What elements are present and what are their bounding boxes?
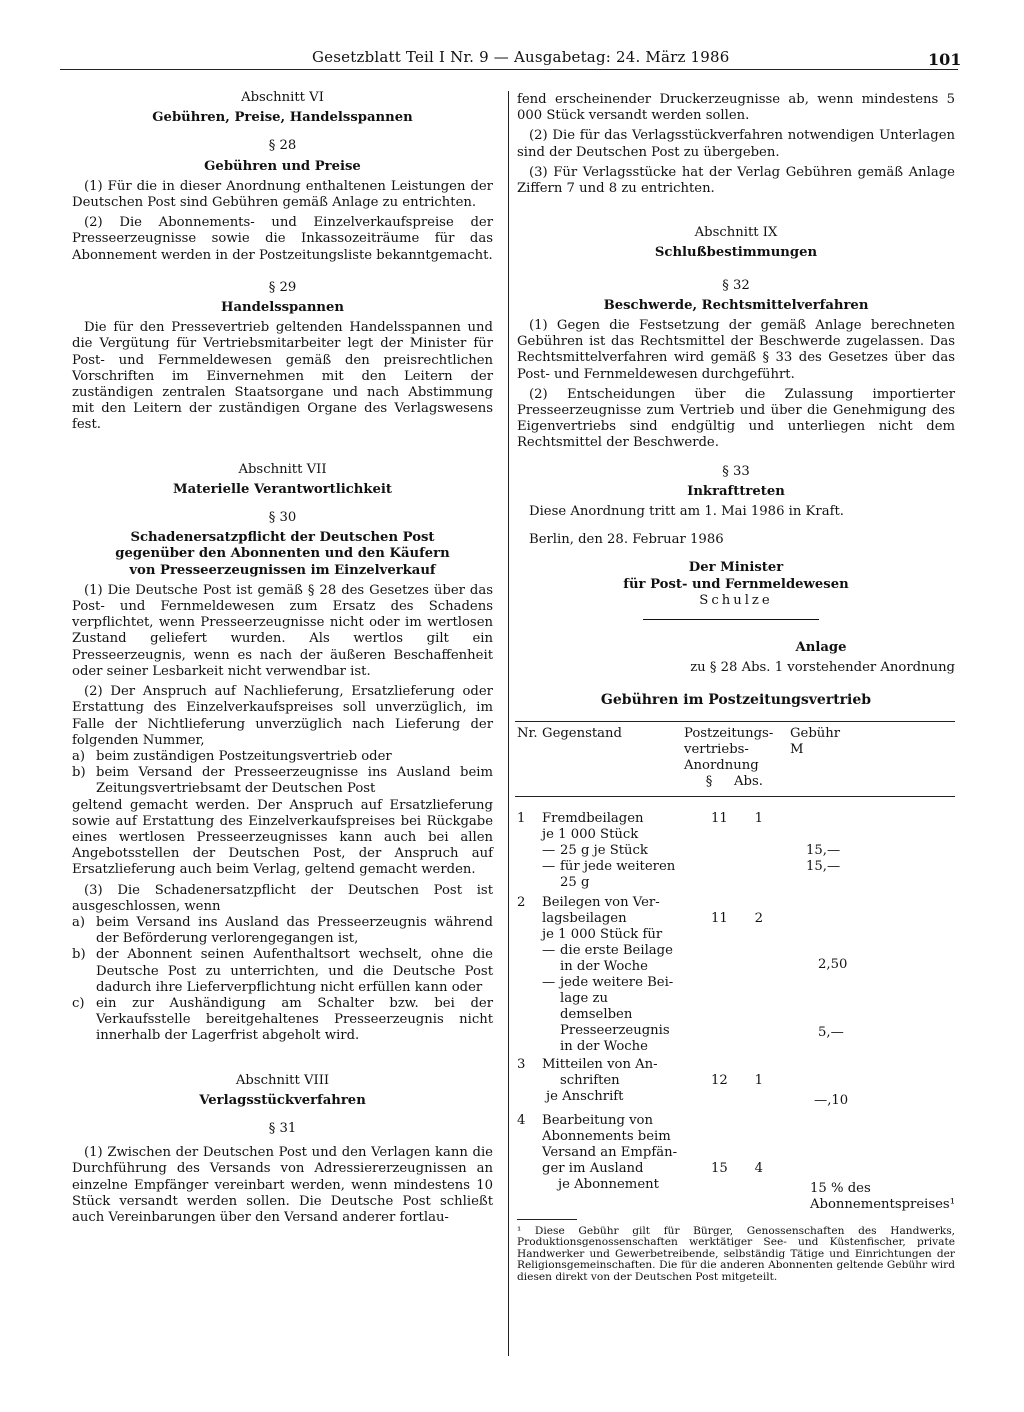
sub-label-line: die erste Beilage bbox=[560, 942, 673, 958]
row-abs: 1 bbox=[754, 1072, 764, 1088]
row-label-line: Abonnements beim bbox=[542, 1128, 671, 1144]
paragraph-30-number: § 30 bbox=[268, 510, 297, 526]
column-header-par: § bbox=[705, 773, 713, 789]
section-7-title: Materielle Verantwortlichkeit bbox=[172, 481, 392, 497]
row-nr: 4 bbox=[517, 1112, 526, 1128]
row-fee: 15,— bbox=[806, 858, 841, 874]
sub-dash: — bbox=[542, 942, 556, 958]
paragraph-29-number: § 29 bbox=[268, 279, 297, 295]
paragraph-30-2: (2) Der Anspruch auf Nachlieferung, Ersatzlieferung oder Erstattung des Einzelverkaufspreises soll unverzüglich, im Falle der Nichtlieferung unverzüglich nach Lieferung der folgenden Nummer, bbox=[72, 684, 493, 748]
section-8-label: Abschnitt VIII bbox=[235, 1072, 330, 1088]
paragraph-28-number: § 28 bbox=[268, 138, 297, 154]
column-header-anordnung bbox=[684, 721, 790, 796]
right-column bbox=[517, 92, 955, 1284]
paragraph-30-2-continued: geltend gemacht werden. Der Anspruch auf Ersatzlieferung sowie auf Erstattung des Einzelverkaufspreises bei Rückgabe eines wertlosen Presseerzeugnisses kann auch bei allen Angebotsstellen der Deutschen Post, der Anspruch auf Ersatzlieferung auch beim Verlag, geltend gemacht werden. bbox=[72, 797, 493, 878]
list-item-text: der Abonnent seinen Aufenthaltsort wechselt, ohne die Deutsche Post zu unterrichten, und die Deutsche Post dadurch ihre Lieferverpflichtung nicht erfüllen kann oder bbox=[96, 947, 493, 995]
list-item-text: beim Versand ins Ausland das Presseerzeugnis während der Beförderung verlorengegangen ist, bbox=[96, 914, 493, 947]
row-fee: 2,50 bbox=[818, 956, 848, 972]
column-divider bbox=[508, 91, 509, 1356]
section-7-label: Abschnitt VII bbox=[238, 461, 327, 477]
row-label-line: je Abonnement bbox=[558, 1176, 659, 1192]
row-label-line: je 1 000 Stück bbox=[542, 826, 639, 842]
column-header-anordnung-line-2: vertriebs- bbox=[684, 741, 749, 757]
column-header-gegenstand: Gegenstand bbox=[542, 725, 622, 741]
page-number: 101 bbox=[928, 50, 962, 69]
paragraph-31-1-continued: fend erscheinender Druckerzeugnisse ab, wenn mindestens 5 000 Stück versandt werden sollen. bbox=[517, 92, 955, 124]
paragraph-31-1: (1) Zwischen der Deutschen Post und den Verlagen kann die Durchführung des Versands von Adressiererzeugnissen an einzelne Empfänger vereinbart werden, wenn mindestens 10 Stück versandt werden sollen. Die Deutsche Post schließt auch Vereinbarungen über den Versand anderer fortlau- bbox=[72, 1145, 493, 1225]
column-header-anordnung-line-3: Anordnung bbox=[684, 757, 759, 773]
row-label-line: Versand an Empfän- bbox=[542, 1144, 678, 1160]
sub-label-line: Presseerzeugnis bbox=[560, 1022, 670, 1038]
table-subrow bbox=[515, 975, 955, 1055]
signature-title-line-1: Der Minister bbox=[688, 560, 784, 576]
list-item-text: ein zur Aushändigung am Schalter bzw. bei der Verkaufsstelle bereitgehaltenes Presseerzeugnis nicht innerhalb der Lagerfrist abgeholt wird. bbox=[96, 995, 493, 1044]
left-column bbox=[72, 90, 493, 1226]
list-item-mark: c) bbox=[72, 995, 85, 1011]
row-fee: 15 % des Abonnementspreises¹ bbox=[810, 1180, 955, 1212]
sub-label-line: lage zu demselben bbox=[560, 990, 633, 1022]
date-line: Berlin, den 28. Februar 1986 bbox=[529, 532, 724, 548]
sub-label-line: für jede weiteren bbox=[560, 858, 676, 874]
row-par: 11 bbox=[710, 910, 728, 926]
paragraph-30-title-line-2: gegenüber den Abonnenten und den Käufern bbox=[115, 546, 450, 562]
row-label-line: Beilegen von Ver- bbox=[542, 894, 660, 910]
signature-title-line-2: für Post- und Fernmeldewesen bbox=[623, 576, 849, 592]
list-item-mark: a) bbox=[72, 748, 86, 764]
paragraph-29-text: Die für den Pressevertrieb geltenden Handelsspannen und die Vergütung für Vertriebsmitarbeiter legt der Minister für Post- und Fernmeldewesen gemäß den preisrechtlichen Vorschriften im Einvernehmen mit den Leitern der zuständigen zentralen Staatsorgane und nach Abstimmung mit den Leitern der zuständigen Organe des Verlagswesens fest. bbox=[72, 320, 493, 433]
row-nr: 1 bbox=[517, 810, 526, 826]
list-item bbox=[72, 749, 493, 765]
row-fee: —,10 bbox=[814, 1092, 849, 1108]
paragraph-32-number: § 32 bbox=[722, 277, 750, 293]
row-label-line: je 1 000 Stück für bbox=[542, 926, 663, 942]
column-header-fee bbox=[790, 721, 955, 796]
sub-label-line: jede weitere Bei- bbox=[560, 974, 674, 990]
footnote-rule bbox=[517, 1219, 577, 1220]
paragraph-33-number: § 33 bbox=[722, 463, 750, 479]
column-header-fee-line-2: M bbox=[790, 741, 804, 757]
list-item-text: beim zuständigen Postzeitungsvertrieb oder bbox=[96, 748, 392, 764]
sub-dash: — bbox=[542, 842, 556, 858]
sub-label-line: in der Woche bbox=[560, 1038, 648, 1054]
table-row bbox=[515, 1055, 955, 1109]
list-item-mark: b) bbox=[72, 947, 86, 963]
paragraph-32-2: (2) Entscheidungen über die Zulassung importierter Presseerzeugnisse zum Vertrieb und über die Genehmigung des Eigenvertriebs sind endgültig und unterliegen nicht dem Rechtsmittel der Beschwerde. bbox=[517, 386, 955, 451]
row-par: 12 bbox=[710, 1072, 728, 1088]
signature-name: Schulze bbox=[699, 592, 773, 608]
column-header-anordnung-line-1: Postzeitungs- bbox=[684, 725, 774, 741]
paragraph-28-title: Gebühren und Preise bbox=[204, 158, 361, 174]
row-label-line: lagsbeilagen bbox=[542, 910, 627, 926]
paragraph-31-number: § 31 bbox=[268, 1120, 297, 1136]
table-row bbox=[515, 891, 955, 943]
table-header-row bbox=[515, 721, 955, 796]
paragraph-28-1: (1) Für die in dieser Anordnung enthaltenen Leistungen der Deutschen Post sind Gebühren gemäß Anlage zu entrichten. bbox=[72, 178, 493, 211]
list-item-mark: a) bbox=[72, 914, 86, 930]
row-label-line: Mitteilen von An- bbox=[542, 1056, 658, 1072]
page-header-title: Gesetzblatt Teil I Nr. 9 — Ausgabetag: 24. März 1986 bbox=[312, 48, 730, 66]
sub-label-line: 25 g bbox=[560, 874, 590, 890]
paragraph-28-2: (2) Die Abonnements- und Einzelverkaufspreise der Presseerzeugnisse sowie die Inkassozeiträume für das Abonnement werden in der Postzeitungsliste bekanntgemacht. bbox=[72, 215, 493, 263]
anlage-title: Anlage bbox=[795, 640, 847, 656]
table-title: Gebühren im Postzeitungsvertrieb bbox=[600, 692, 872, 709]
row-par: 11 bbox=[710, 810, 728, 826]
row-par: 15 bbox=[710, 1160, 728, 1176]
row-nr: 3 bbox=[517, 1056, 526, 1072]
row-label-line: Fremdbeilagen bbox=[542, 810, 644, 826]
paragraph-30-title-line-3: von Presseerzeugnissen im Einzelverkauf bbox=[129, 562, 436, 578]
column-header-nr: Nr. bbox=[517, 725, 538, 741]
section-6-title: Gebühren, Preise, Handelsspannen bbox=[152, 110, 413, 126]
table-subrow bbox=[515, 859, 955, 891]
paragraph-31-3: (3) Für Verlagsstücke hat der Verlag Gebühren gemäß Anlage Ziffern 7 und 8 zu entrichten. bbox=[517, 164, 955, 197]
list-item bbox=[72, 996, 493, 1045]
table-row bbox=[515, 796, 955, 843]
paragraph-33-text: Diese Anordnung tritt am 1. Mai 1986 in Kraft. bbox=[529, 504, 844, 520]
section-8-title: Verlagsstückverfahren bbox=[199, 1092, 366, 1108]
section-9-title: Schlußbestimmungen bbox=[654, 245, 818, 261]
list-item-mark: b) bbox=[72, 765, 86, 781]
row-label-line: je Anschrift bbox=[546, 1088, 624, 1104]
row-label-line: Bearbeitung von bbox=[542, 1112, 653, 1128]
row-fee: 15,— bbox=[806, 842, 841, 858]
row-abs: 4 bbox=[754, 1160, 764, 1176]
paragraph-30-3: (3) Die Schadenersatzpflicht der Deutschen Post ist ausgeschlossen, wenn bbox=[72, 882, 493, 914]
section-9-label: Abschnitt IX bbox=[694, 225, 778, 241]
row-gegenstand bbox=[542, 1055, 684, 1109]
section-6-label: Abschnitt VI bbox=[241, 90, 324, 105]
row-label-line: ger im Ausland bbox=[542, 1160, 644, 1176]
paragraph-32-title: Beschwerde, Rechtsmittelverfahren bbox=[603, 297, 869, 313]
list-item bbox=[72, 947, 493, 996]
row-gegenstand bbox=[542, 796, 684, 843]
table-subrow bbox=[515, 843, 955, 859]
footnote: ¹ Diese Gebühr gilt für Bürger, Genossenschaften des Handwerks, Produktionsgenossenschaften werktätiger See- und Küstenfischer, private Handwerker und Gewerbetreibende, selbständig Tätige und Einrichtungen der Religionsgemeinschaften. Die für die anderen Abonnenten geltende Gebühr wird diesen direkt von der Deutschen Post mitgeteilt. bbox=[517, 1224, 955, 1284]
paragraph-32-1: (1) Gegen die Festsetzung der gemäß Anlage berechneten Gebühren ist das Rechtsmittel der Beschwerde zugelassen. Das Rechtsmittelverfahren wird gemäß § 33 des Gesetzes über das Post- und Fernmeldewesen durchgeführt. bbox=[517, 318, 955, 382]
fee-table bbox=[515, 721, 955, 1213]
row-gegenstand bbox=[542, 1109, 684, 1213]
paragraph-29-title: Handelsspannen bbox=[221, 300, 344, 316]
anlage-subtitle: zu § 28 Abs. 1 vorstehender Anordnung bbox=[690, 660, 955, 676]
header-rule bbox=[60, 69, 958, 70]
paragraph-30-title-line-1: Schadenersatzpflicht der Deutschen Post bbox=[130, 530, 435, 546]
sub-label-line: in der Woche bbox=[560, 958, 648, 974]
sub-label-line: 25 g je Stück bbox=[560, 842, 648, 858]
table-row bbox=[515, 1109, 955, 1213]
row-abs: 2 bbox=[754, 910, 764, 926]
paragraph-31-2: (2) Die für das Verlagsstückverfahren notwendigen Unterlagen sind der Deutschen Post zu übergeben. bbox=[517, 128, 955, 160]
row-gegenstand bbox=[542, 891, 684, 943]
paragraph-33-title: Inkrafttreten bbox=[687, 483, 785, 499]
list-item bbox=[72, 765, 493, 797]
paragraph-30-1: (1) Die Deutsche Post ist gemäß § 28 des Gesetzes über das Post- und Fernmeldewesen zum Ersatz des Schadens verpflichtet, wenn Presseerzeugnisse nicht oder im wertlosen Zustand geliefert wurden. Als wertlos gilt ein Presseerzeugnis, wenn es nach der äußeren Beschaffenheit oder seiner Lesbarkeit nicht verwendbar ist. bbox=[72, 582, 493, 679]
row-nr: 2 bbox=[517, 894, 526, 910]
row-label-line: schriften bbox=[560, 1072, 620, 1088]
column-header-fee-line-1: Gebühr bbox=[790, 725, 841, 741]
row-abs: 1 bbox=[754, 810, 764, 826]
sub-dash: — bbox=[542, 974, 556, 990]
table-subrow bbox=[515, 943, 955, 975]
sub-dash: — bbox=[542, 858, 556, 874]
column-header-abs: Abs. bbox=[734, 773, 763, 789]
list-item bbox=[72, 915, 493, 947]
column-header-subcolumns bbox=[684, 774, 790, 790]
list-item-text: beim Versand der Presseerzeugnisse ins Ausland beim Zeitungsvertriebsamt der Deutschen Post bbox=[96, 765, 493, 797]
row-fee: 5,— bbox=[818, 1024, 844, 1040]
